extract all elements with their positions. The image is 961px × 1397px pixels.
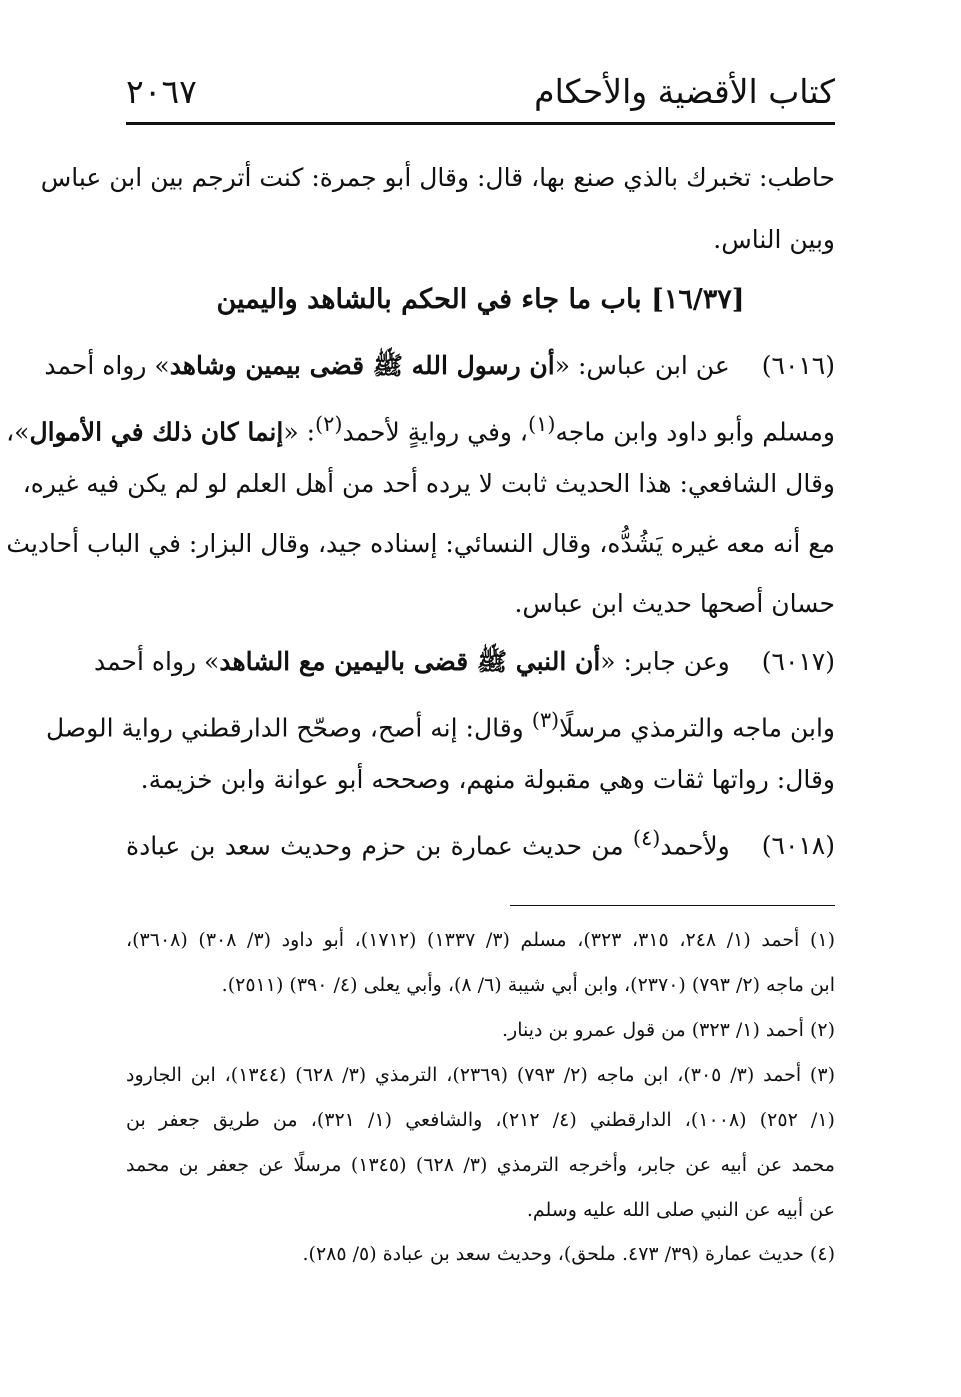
book-title: كتاب الأقضية والأحكام [534, 72, 835, 111]
hadith-number: (٦٠١٧) [761, 647, 835, 676]
source-text: »، [6, 417, 30, 447]
intro-line-2: وبين الناس. [713, 225, 835, 254]
hadith-matn: إنما كان ذلك في الأموال [29, 417, 284, 447]
hadith-matn: أن رسول الله ﷺ قضى بيمين وشاهد [169, 351, 555, 380]
source-text: ، وفي روايةٍ لأحمد [342, 417, 528, 447]
footnote-1-line-2: ابن ماجه (٢/ ٧٩٣) (٢٣٧٠)، وابن أبي شيبة (٦/ ٨)، وأبي يعلى (٤/ ٣٩٠) (٢٥١١). [221, 974, 835, 996]
attribution-text: » رواه أحمد [93, 647, 220, 676]
hadith-6017-line-3: وقال: رواتها ثقات وهي مقبولة منهم، وصححه أبو عوانة وابن خزيمة. [140, 765, 835, 794]
footnote-ref-2: (٢) [315, 412, 343, 436]
hadith-6016-line-5: حسان أصحها حديث ابن عباس. [514, 589, 835, 618]
hadith-number: (٦٠١٦) [761, 351, 835, 380]
footnote-3-line-4: عن أبيه عن النبي صلى الله عليه وسلم. [526, 1199, 835, 1221]
footnote-3-line-3: محمد عن أبيه عن جابر، وأخرجه الترمذي (٣/ ٦٢٨) (١٣٤٥) مرسلًا عن جعفر بن محمد [126, 1154, 835, 1176]
running-header [126, 70, 835, 122]
footnote-ref-3: (٣) [531, 708, 560, 732]
hadith-6018-line-1 [126, 820, 835, 864]
footnote-ref-1: (١) [528, 412, 556, 436]
source-text: ومسلم وأبو داود وابن ماجه [555, 417, 835, 447]
footnote-1-line-1: (١) أحمد (١/ ٢٤٨، ٣١٥، ٣٢٣)، مسلم (٣/ ١٣٣٧) (١٧١٢)، أبو داود (٣/ ٣٠٨) (٣٦٠٨)، [126, 929, 835, 951]
hadith-number: (٦٠١٨) [761, 831, 835, 861]
source-text: من حديث عمارة بن حزم وحديث سعد بن عبادة [126, 831, 633, 861]
footnote-3-line-2: (١/ ٢٥٢) (١٠٠٨)، الدارقطني (٤/ ٢١٢)، والشافعي (١/ ٣٢١)، من طريق جعفر بن [126, 1109, 835, 1131]
header-rule [126, 122, 835, 125]
footnote-4: (٤) حديث عمارة (٣٩/ ٤٧٣. ملحق)، وحديث سعد بن عبادة (٥/ ٢٨٥). [302, 1243, 835, 1265]
footnote-ref-4: (٤) [632, 826, 661, 850]
footnote-3-line-1: (٣) أحمد (٣/ ٣٠٥)، ابن ماجه (٢/ ٧٩٣) (٢٣٦٩)، الترمذي (٣/ ٦٢٨) (١٣٤٤)، ابن الجارود [126, 1064, 835, 1086]
hadith-6016-line-3: وقال الشافعي: هذا الحديث ثابت لا يرده أحد من أهل العلم لو لم يكن فيه غيره، [22, 469, 835, 498]
hadith-6017-line-2 [45, 702, 835, 746]
attribution-text: » رواه أحمد [44, 351, 170, 380]
hadith-6016-line-1 [44, 348, 835, 384]
hadith-6017-line-1 [93, 644, 835, 680]
narrator-text: ولأحمد [660, 831, 730, 861]
intro-line-1: حاطب: تخبرك بالذي صنع بها، قال: وقال أبو جمرة: كنت أترجم بين ابن عباس [40, 163, 835, 192]
narrator-text: عن ابن عباس: « [554, 351, 730, 380]
hadith-6016-line-2 [6, 406, 835, 450]
hadith-matn: أن النبي ﷺ قضى باليمين مع الشاهد [219, 647, 601, 676]
source-text: وقال: إنه أصح، وصحّح الدارقطني رواية الوصل [45, 713, 532, 743]
chapter-heading: [١٦/٣٧] باب ما جاء في الحكم بالشاهد واليمين [216, 284, 745, 315]
hadith-6016-line-4: مع أنه معه غيره يَشُدُّه، وقال النسائي: إسناده جيد، وقال البزار: في الباب أحاديث [6, 529, 835, 558]
footnote-separator [510, 905, 835, 906]
source-text: : « [283, 417, 316, 447]
footnote-2: (٢) أحمد (١/ ٣٢٣) من قول عمرو بن دينار. [502, 1019, 835, 1041]
page-number: ٢٠٦٧ [126, 72, 197, 111]
source-text: وابن ماجه والترمذي مرسلًا [559, 713, 835, 743]
narrator-text: وعن جابر: « [600, 647, 730, 676]
